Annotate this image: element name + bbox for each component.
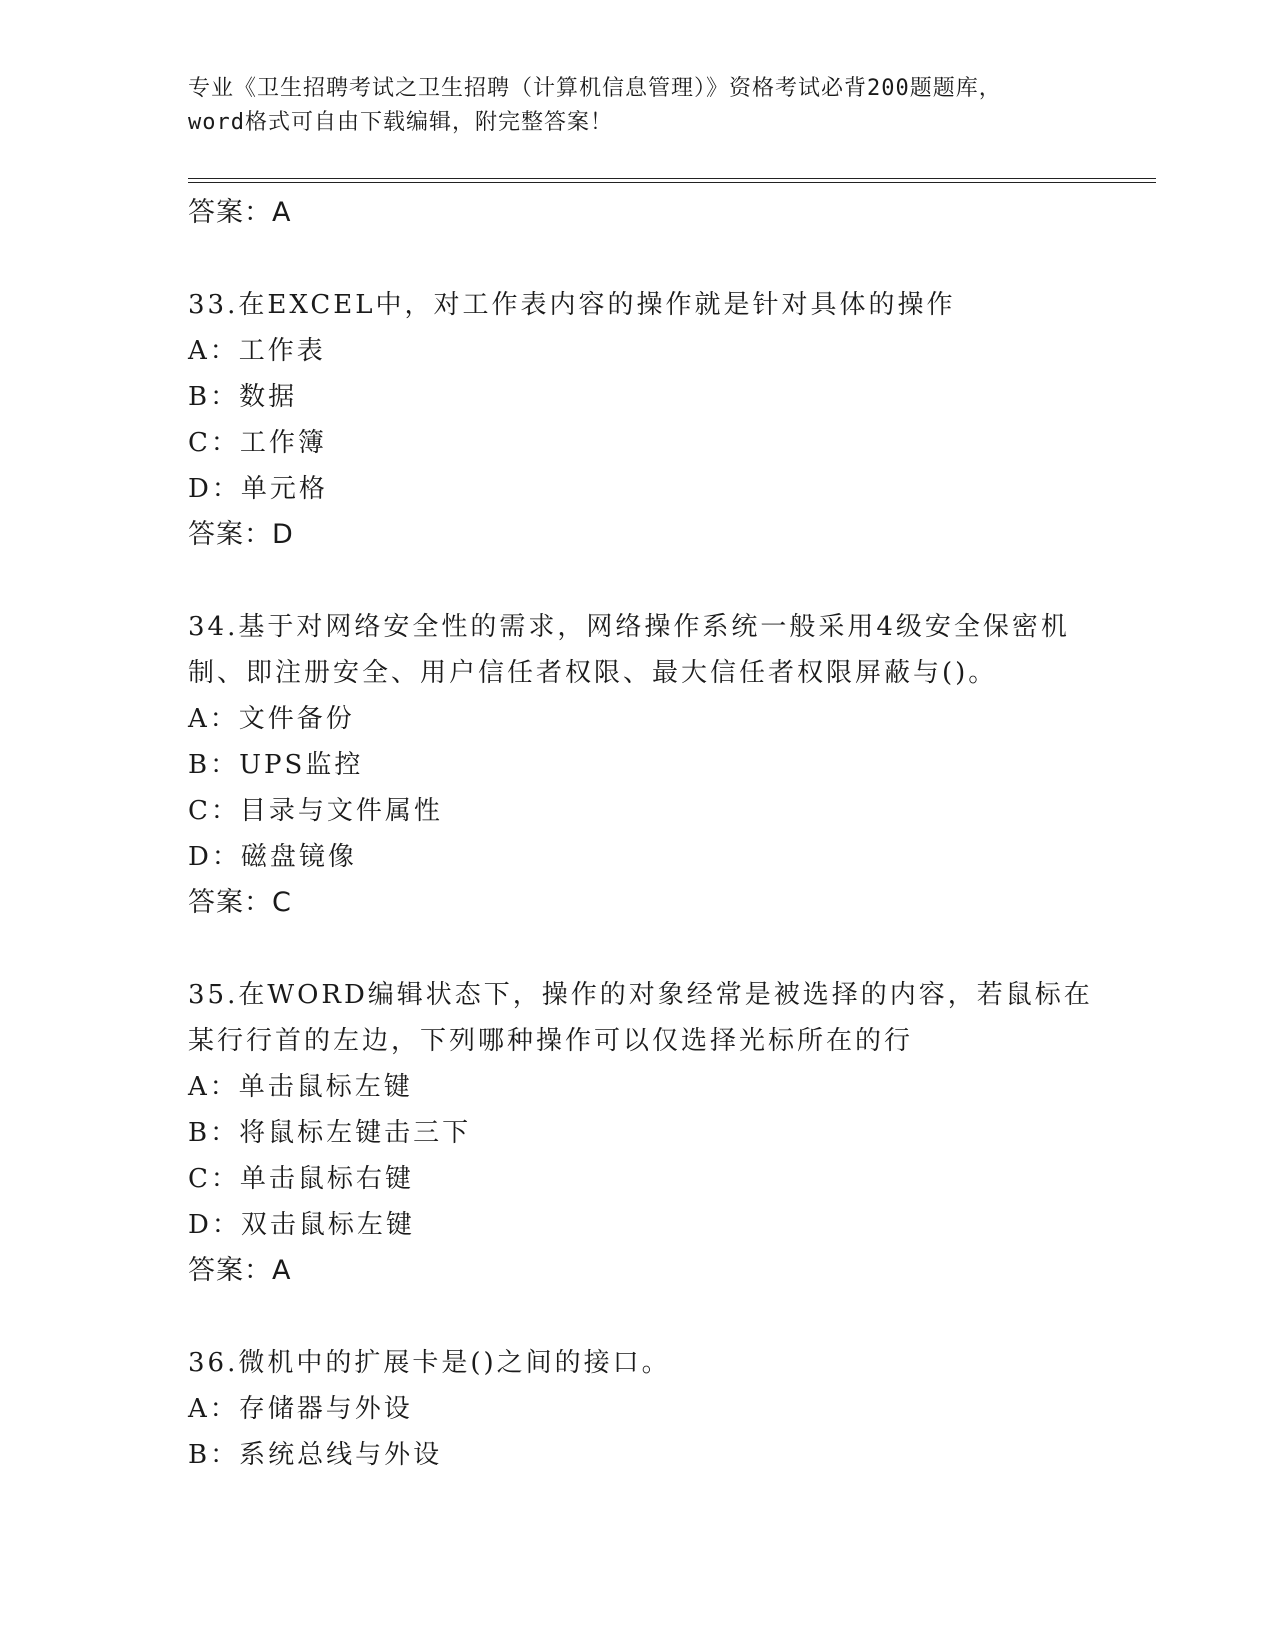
header-divider-bottom xyxy=(188,182,1156,183)
question-block xyxy=(188,282,1088,558)
question-text: 36.微机中的扩展卡是()之间的接口。 xyxy=(188,1348,671,1378)
option-d: D：双击鼠标左键 xyxy=(188,1210,415,1240)
answer-line: 答案：A xyxy=(188,197,292,228)
answer-line: 答案：C xyxy=(188,887,292,918)
document-header xyxy=(188,72,1088,140)
header-divider-top xyxy=(188,178,1156,179)
option-b: B：数据 xyxy=(188,382,298,412)
question-text: 33.在EXCEL中，对工作表内容的操作就是针对具体的操作 xyxy=(188,290,956,320)
question-block xyxy=(188,604,1088,926)
question-text: 34.基于对网络安全性的需求，网络操作系统一般采用4级安全保密机 xyxy=(188,612,1070,642)
option-b: B：UPS监控 xyxy=(188,750,364,780)
option-b: B：将鼠标左键击三下 xyxy=(188,1118,472,1148)
option-a: A：单击鼠标左键 xyxy=(188,1072,413,1102)
question-text: 35.在WORD编辑状态下，操作的对象经常是被选择的内容，若鼠标在 xyxy=(188,980,1093,1010)
answer-line: 答案：A xyxy=(188,1255,292,1286)
question-list xyxy=(188,190,1093,1478)
question-block xyxy=(188,1340,1088,1478)
option-a: A：工作表 xyxy=(188,336,326,366)
option-a: A：文件备份 xyxy=(188,704,355,734)
header-line-1: 专业《卫生招聘考试之卫生招聘（计算机信息管理）》资格考试必背200题题库， xyxy=(188,76,1002,101)
answer-line: 答案：D xyxy=(188,519,294,550)
header-line-2: word格式可自由下载编辑，附完整答案！ xyxy=(188,110,613,135)
question-text-continued: 某行行首的左边，下列哪种操作可以仅选择光标所在的行 xyxy=(188,1026,914,1056)
question-block xyxy=(188,972,1093,1294)
option-c: C：单击鼠标右键 xyxy=(188,1164,414,1194)
option-a: A：存储器与外设 xyxy=(188,1394,413,1424)
option-b: B：系统总线与外设 xyxy=(188,1440,443,1470)
question-text-continued: 制、即注册安全、用户信任者权限、最大信任者权限屏蔽与()。 xyxy=(188,658,998,688)
option-c: C：工作簿 xyxy=(188,428,327,458)
option-d: D：单元格 xyxy=(188,474,328,504)
option-d: D：磁盘镜像 xyxy=(188,842,357,872)
option-c: C：目录与文件属性 xyxy=(188,796,443,826)
